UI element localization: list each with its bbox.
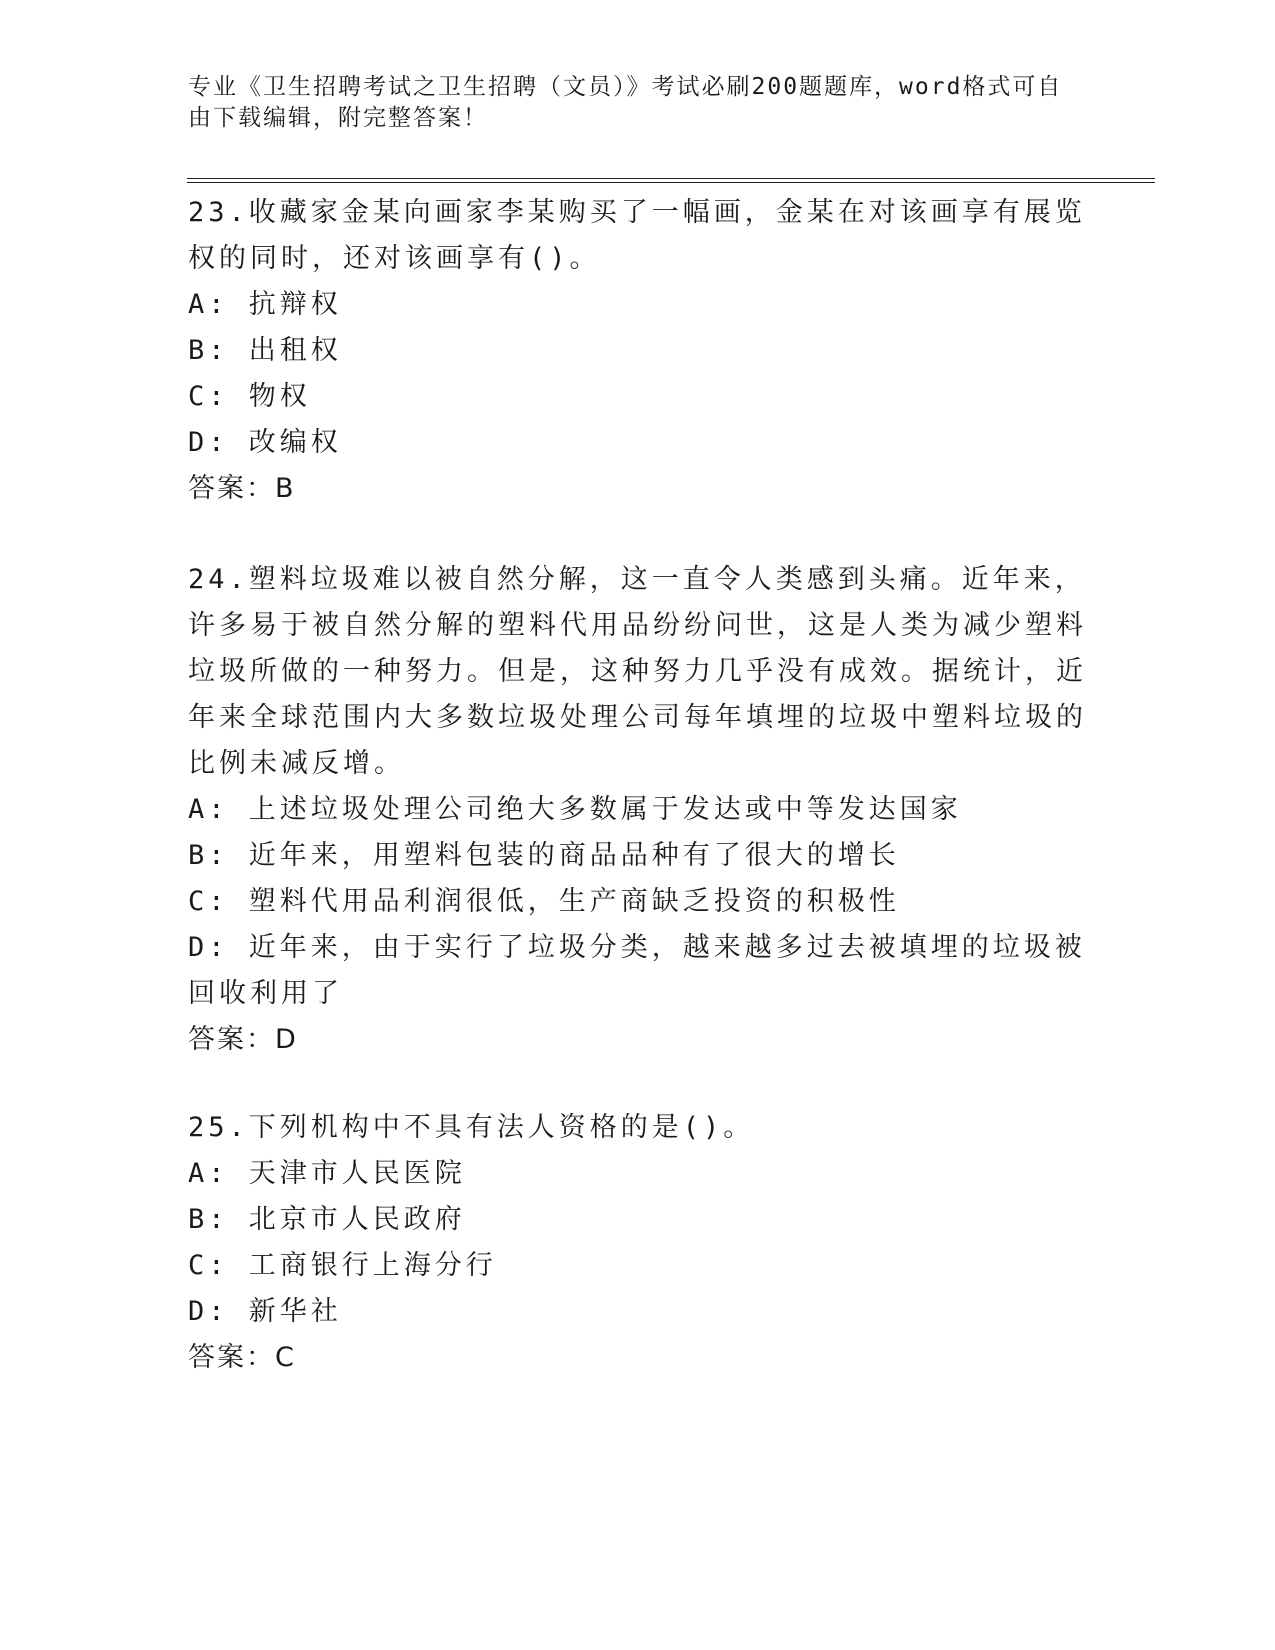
option-c: C: 工商银行上海分行 — [188, 1250, 497, 1281]
option-c: C: 塑料代用品利润很低，生产商缺乏投资的积极性 — [188, 886, 900, 917]
question-stem: 25.下列机构中不具有法人资格的是()。 — [188, 1112, 755, 1143]
option-b: B: 出租权 — [188, 335, 342, 366]
document-header: 专业《卫生招聘考试之卫生招聘（文员）》考试必刷200题题库，word格式可自由下载编辑，附完整答案！ — [188, 74, 1063, 131]
option-d: D: 新华社 — [188, 1296, 342, 1327]
option-a: A: 上述垃圾处理公司绝大多数属于发达或中等发达国家 — [188, 794, 962, 825]
answer-line: 答案：C — [188, 1342, 296, 1373]
option-b: B: 近年来，用塑料包装的商品品种有了很大的增长 — [188, 840, 900, 871]
question-24 — [188, 557, 1088, 1063]
answer-line: 答案：B — [188, 473, 296, 504]
option-b: B: 北京市人民政府 — [188, 1204, 466, 1235]
option-a: A: 天津市人民医院 — [188, 1158, 466, 1189]
option-c: C: 物权 — [188, 381, 311, 412]
question-stem: 24.塑料垃圾难以被自然分解，这一直令人类感到头痛。近年来，许多易于被自然分解的塑料代用品纷纷问世，这是人类为减少塑料垃圾所做的一种努力。但是，这种努力几乎没有成效。据统计，近年来全球范围内大多数垃圾处理公司每年填埋的垃圾中塑料垃圾的比例未减反增。 — [188, 564, 1087, 779]
answer-line: 答案：D — [188, 1024, 298, 1055]
option-a: A: 抗辩权 — [188, 289, 342, 320]
header-divider-top — [187, 178, 1155, 179]
option-d: D: 改编权 — [188, 427, 342, 458]
question-stem: 23.收藏家金某向画家李某购买了一幅画，金某在对该画享有展览权的同时，还对该画享有()。 — [188, 197, 1086, 274]
header-divider-bottom — [187, 182, 1155, 183]
question-23 — [188, 190, 1088, 512]
option-d: D: 近年来，由于实行了垃圾分类，越来越多过去被填埋的垃圾被回收利用了 — [188, 932, 1086, 1009]
question-25 — [188, 1105, 1088, 1381]
